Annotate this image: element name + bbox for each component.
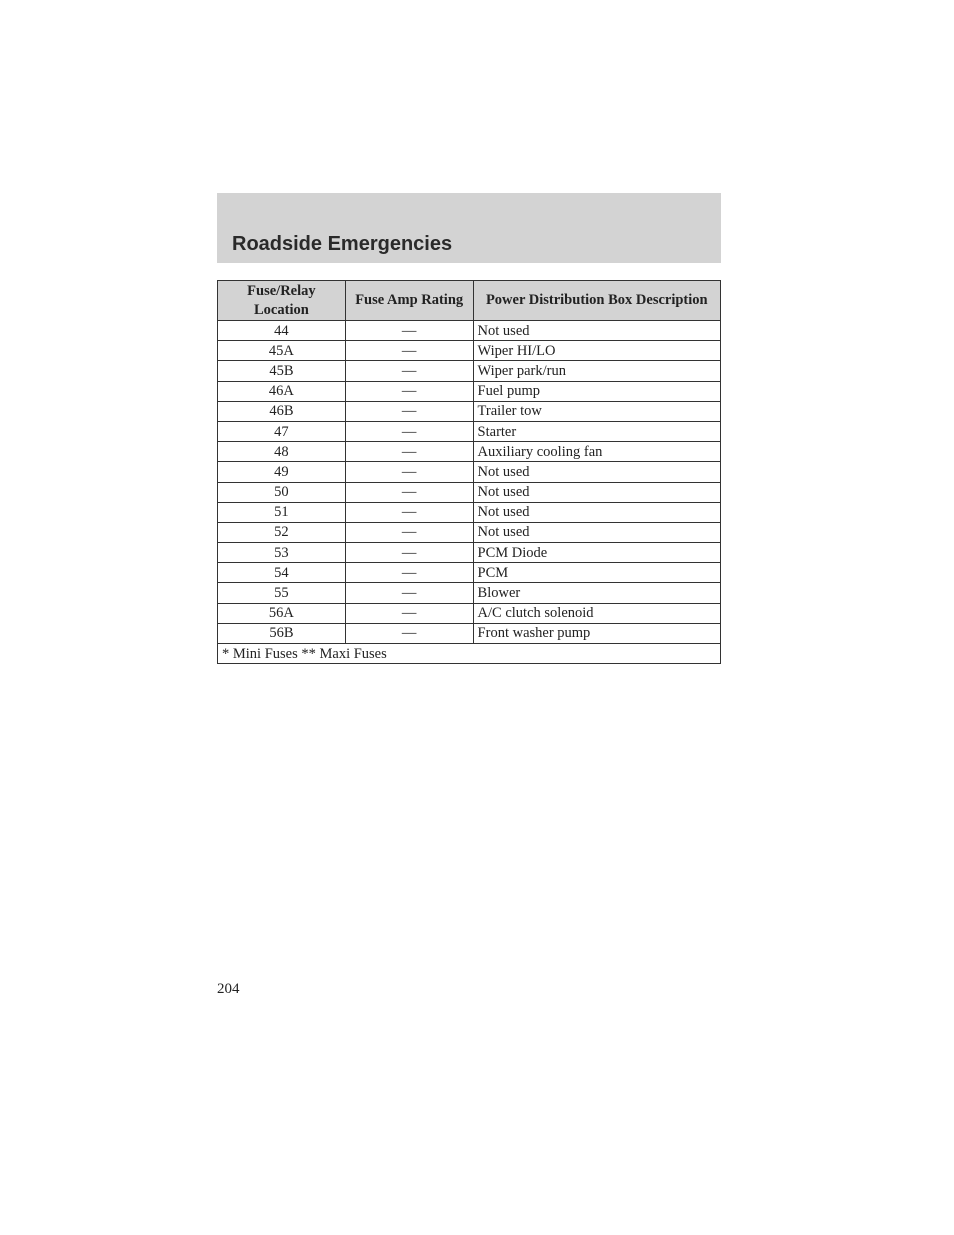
header-description: Power Distribution Box Description xyxy=(473,281,720,321)
cell-location: 49 xyxy=(218,462,346,482)
cell-location: 54 xyxy=(218,563,346,583)
cell-description: Trailer tow xyxy=(473,401,720,421)
cell-amp-rating: — xyxy=(345,381,473,401)
header-location: Fuse/Relay Location xyxy=(218,281,346,321)
cell-description: Not used xyxy=(473,522,720,542)
cell-amp-rating: — xyxy=(345,341,473,361)
cell-location: 46B xyxy=(218,401,346,421)
fuse-table xyxy=(217,280,721,664)
cell-amp-rating: — xyxy=(345,543,473,563)
cell-description: Wiper park/run xyxy=(473,361,720,381)
cell-description: Starter xyxy=(473,421,720,441)
table-body xyxy=(218,321,721,644)
cell-amp-rating: — xyxy=(345,462,473,482)
cell-location: 45A xyxy=(218,341,346,361)
table-row xyxy=(218,361,721,381)
cell-location: 47 xyxy=(218,421,346,441)
cell-location: 56B xyxy=(218,623,346,643)
table-row xyxy=(218,583,721,603)
cell-amp-rating: — xyxy=(345,321,473,341)
table-row xyxy=(218,321,721,341)
cell-amp-rating: — xyxy=(345,421,473,441)
cell-description: Blower xyxy=(473,583,720,603)
cell-description: Auxiliary cooling fan xyxy=(473,442,720,462)
cell-description: Wiper HI/LO xyxy=(473,341,720,361)
cell-amp-rating: — xyxy=(345,502,473,522)
cell-location: 50 xyxy=(218,482,346,502)
table-row xyxy=(218,522,721,542)
cell-description: PCM Diode xyxy=(473,543,720,563)
table-footnote: * Mini Fuses ** Maxi Fuses xyxy=(218,644,721,664)
table-row xyxy=(218,543,721,563)
section-title: Roadside Emergencies xyxy=(232,233,453,255)
cell-location: 52 xyxy=(218,522,346,542)
table-row xyxy=(218,623,721,643)
table-row xyxy=(218,502,721,522)
cell-description: PCM xyxy=(473,563,720,583)
cell-amp-rating: — xyxy=(345,361,473,381)
cell-amp-rating: — xyxy=(345,442,473,462)
cell-description: Not used xyxy=(473,502,720,522)
table-row xyxy=(218,482,721,502)
cell-location: 48 xyxy=(218,442,346,462)
cell-amp-rating: — xyxy=(345,482,473,502)
cell-location: 51 xyxy=(218,502,346,522)
page-number: 204 xyxy=(217,981,240,997)
cell-description: Not used xyxy=(473,462,720,482)
cell-location: 55 xyxy=(218,583,346,603)
cell-amp-rating: — xyxy=(345,583,473,603)
cell-description: Front washer pump xyxy=(473,623,720,643)
cell-description: Not used xyxy=(473,482,720,502)
table-row xyxy=(218,381,721,401)
table-row xyxy=(218,442,721,462)
cell-amp-rating: — xyxy=(345,401,473,421)
table-row xyxy=(218,421,721,441)
cell-location: 46A xyxy=(218,381,346,401)
cell-amp-rating: — xyxy=(345,623,473,643)
cell-description: Fuel pump xyxy=(473,381,720,401)
table-row xyxy=(218,462,721,482)
table-row xyxy=(218,563,721,583)
table-row xyxy=(218,341,721,361)
cell-amp-rating: — xyxy=(345,603,473,623)
table-row xyxy=(218,401,721,421)
table-header-row xyxy=(218,281,721,321)
section-header xyxy=(217,193,721,263)
cell-amp-rating: — xyxy=(345,563,473,583)
cell-description: Not used xyxy=(473,321,720,341)
cell-location: 44 xyxy=(218,321,346,341)
cell-description: A/C clutch solenoid xyxy=(473,603,720,623)
cell-location: 56A xyxy=(218,603,346,623)
header-amp-rating: Fuse Amp Rating xyxy=(345,281,473,321)
table-row xyxy=(218,603,721,623)
cell-location: 45B xyxy=(218,361,346,381)
table-footnote-row xyxy=(218,644,721,664)
cell-amp-rating: — xyxy=(345,522,473,542)
cell-location: 53 xyxy=(218,543,346,563)
